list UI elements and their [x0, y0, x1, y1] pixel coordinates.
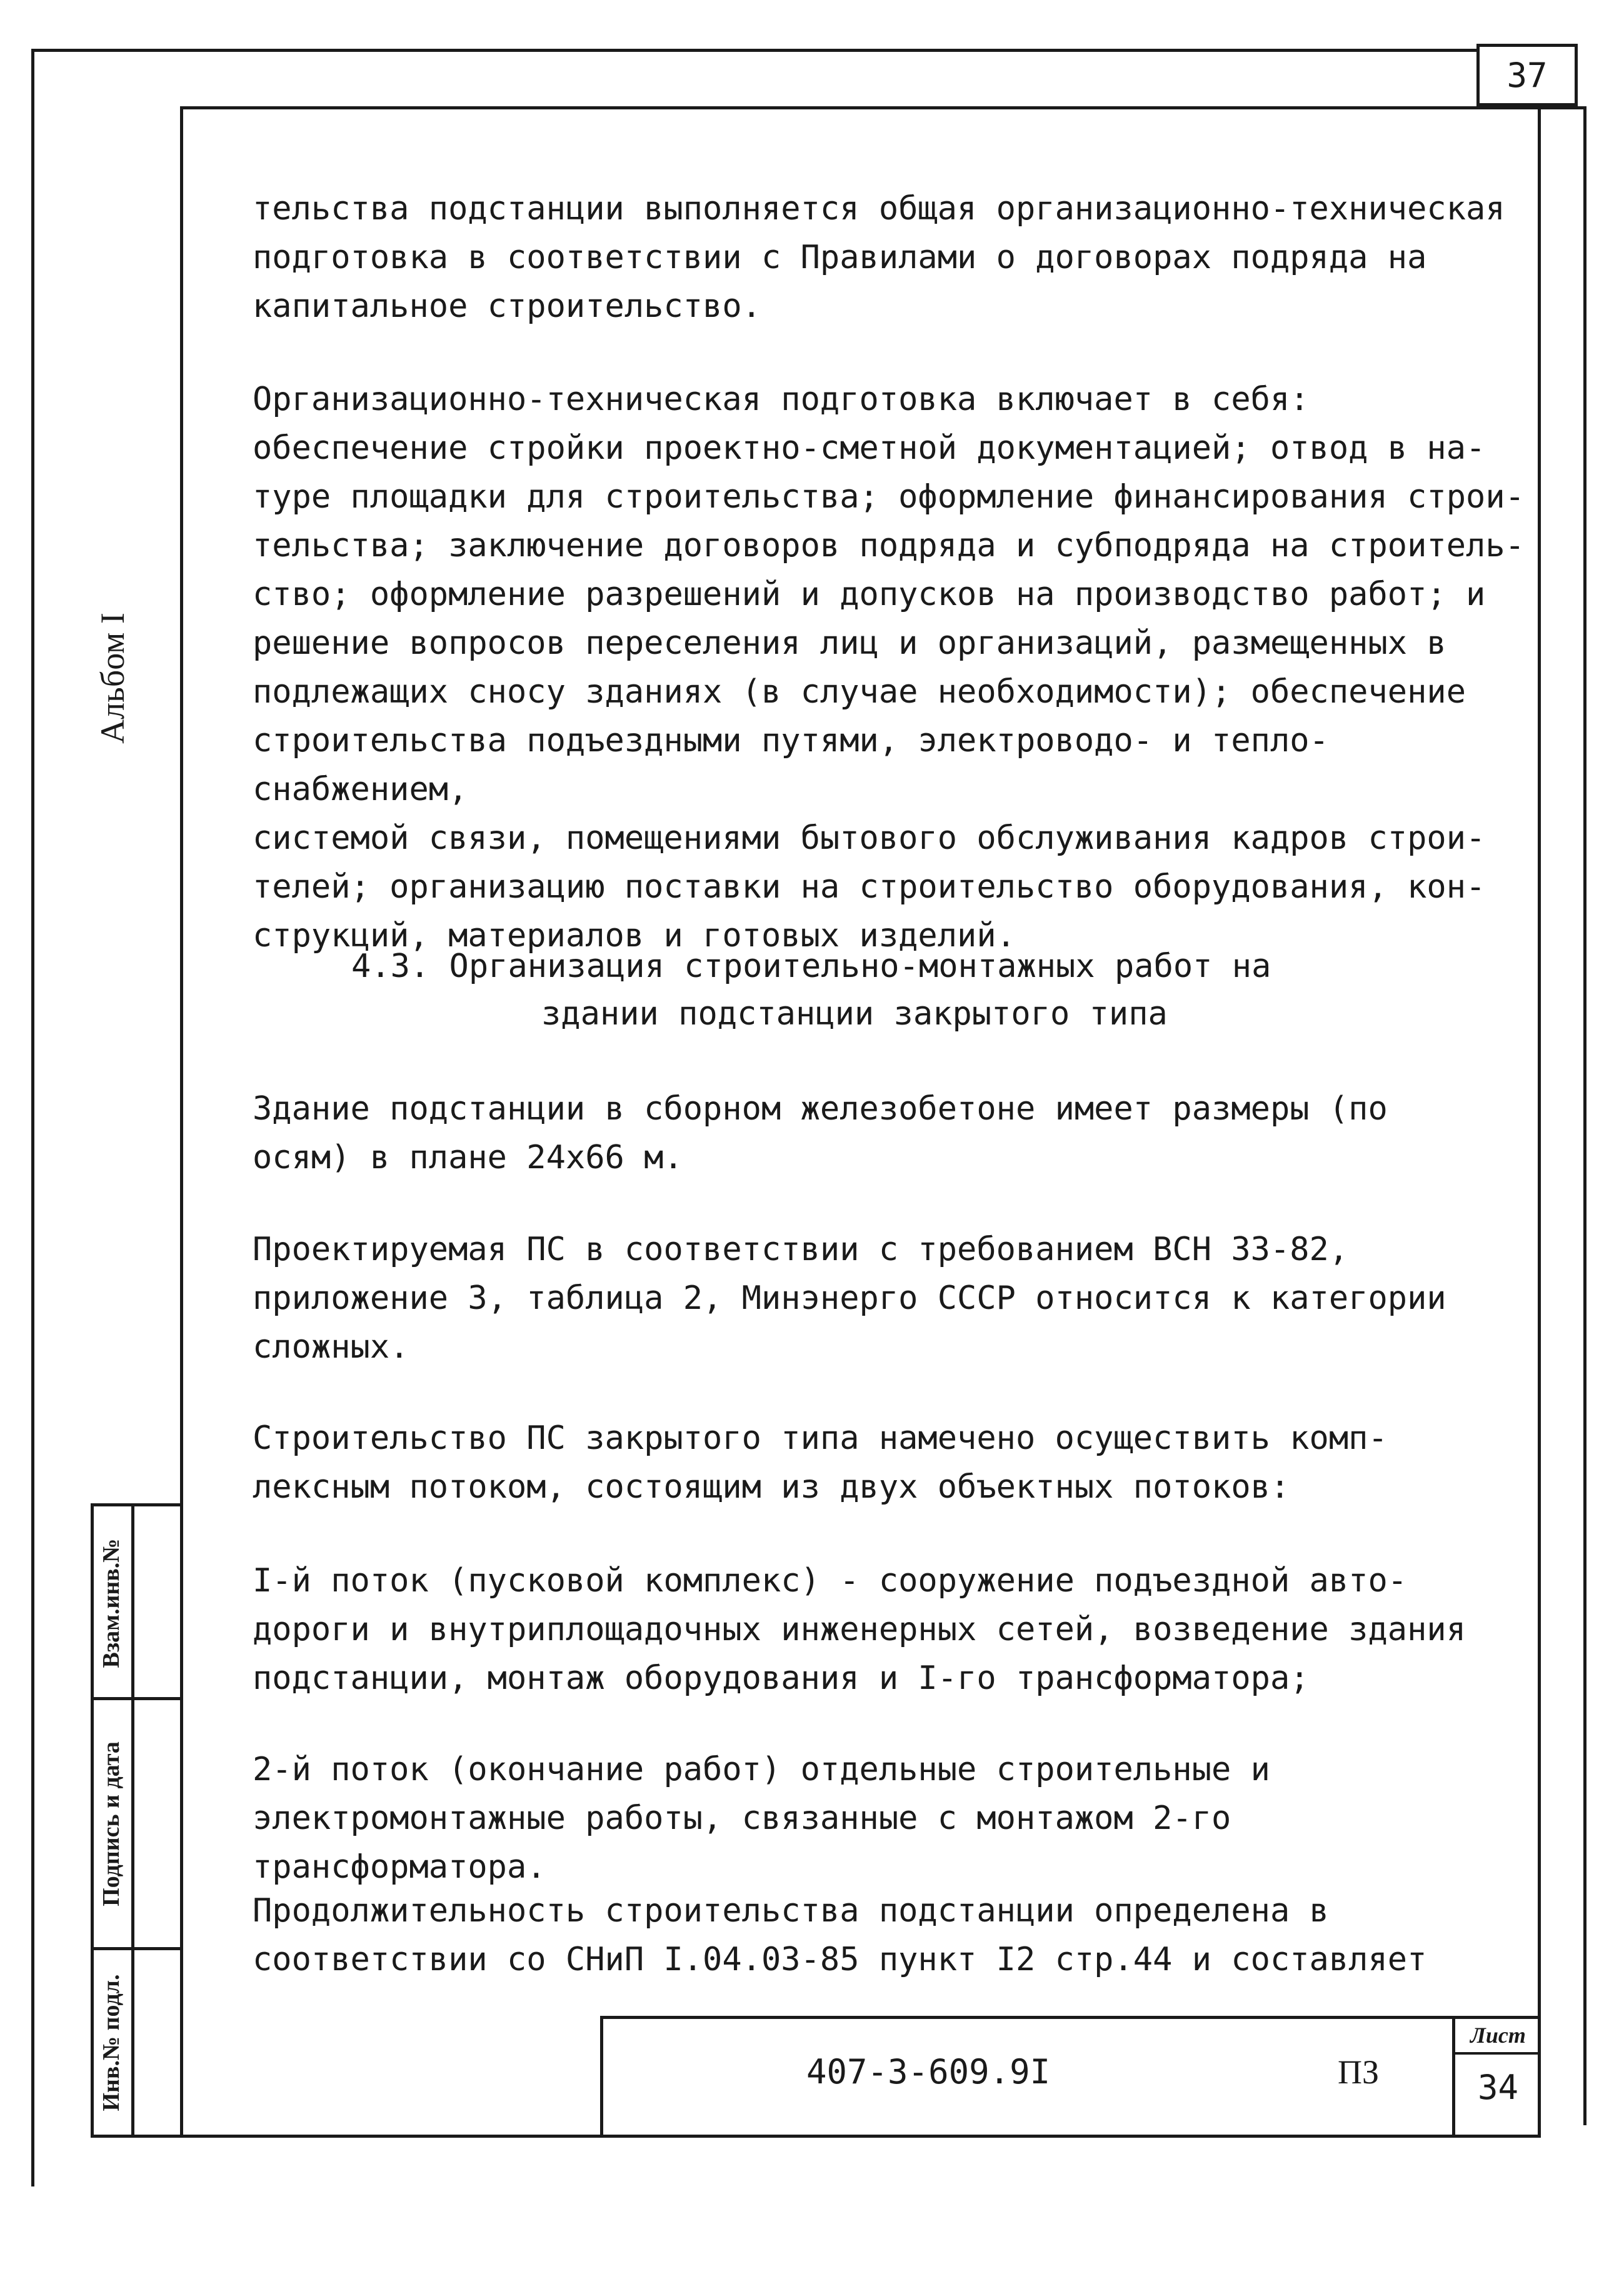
stamp-col-mid — [131, 1503, 134, 2138]
paragraph-4: Проектируемая ПС в соответствии с требованием ВСН 33-82, приложение 3, таблица 2, Минэнерго СССР относится к категории сложных. — [253, 1231, 1446, 1366]
outer-frame-top — [31, 49, 1476, 52]
section-heading-line-2: здании подстанции закрытого типа — [541, 995, 1168, 1033]
stamp-top — [91, 1503, 183, 1506]
page-number-box — [1476, 44, 1578, 106]
replace-inv-label: Взам.инв.№ — [98, 1538, 124, 1668]
inner-frame-top — [180, 106, 1586, 109]
sheet-label: Лист — [1470, 2023, 1526, 2048]
section-heading-line-1: 4.3. Организация строительно-монтажных работ на — [351, 948, 1271, 985]
paragraph-6: I-й поток (пусковой комплекс) - сооружение подъездной авто- дороги и внутриплощадочных инженерных сетей, возведение здания подстанции, монтаж оборудования и I-го трансформатора; — [253, 1562, 1466, 1697]
sheet-number: 34 — [1477, 2068, 1519, 2107]
document-type: ПЗ — [1338, 2053, 1380, 2091]
outer-frame-left — [31, 49, 34, 2186]
paragraph-2: Организационно-техническая подготовка включает в себя: обеспечение стройки проектно-сметной документацией; отвод в на- туре площадки для строительства; оформление финансирования строи- тельства; заключение договоров подряда и субподряда на строитель- ство; оформление разрешений и допусков на производство работ; и решение вопросов переселения лиц и организаций, размещенных в подлежащих сносу зданиях (в случае необходимости); обеспечение строительства подъездными путями, электроводо- и тепло-снабжением, системой связи, помещениями бытового обслуживания кадров строи- телей; организацию поставки на строительство оборудования, кон- струкций, материалов и готовых изделий. — [253, 381, 1525, 954]
stamp-div-2 — [91, 1947, 183, 1950]
paragraph-8: Продолжительность строительства подстанции определена в соответствии со СНиП I.04.03-85 пункт I2 стр.44 и составляет — [253, 1892, 1427, 1978]
title-block-top — [600, 2016, 1541, 2019]
paragraph-7: 2-й поток (окончание работ) отдельные строительные и электромонтажные работы, связанные с монтажом 2-го трансформатора. — [253, 1751, 1270, 1886]
inner-frame-right — [1538, 106, 1541, 2138]
document-code: 407-3-609.9I — [806, 2052, 1051, 2091]
stamp-div-1 — [91, 1697, 183, 1700]
title-block-sheet-div — [1452, 2052, 1541, 2055]
paragraph-3: Здание подстанции в сборном железобетоне имеет размеры (по осям) в плане 24х66 м. — [253, 1090, 1388, 1176]
album-label: Альбом I — [94, 613, 131, 744]
inner-frame-bottom — [91, 2135, 1541, 2138]
paragraph-1: тельства подстанции выполняется общая организационно-техническая подготовка в соответствии с Правилами о договорах подряда на капитальное строительство. — [253, 190, 1505, 325]
inner-frame-left — [180, 106, 183, 2138]
title-block-left — [600, 2016, 603, 2138]
paragraph-5: Строительство ПС закрытого типа намечено осуществить комп- лексным потоком, состоящим из двух объектных потоков: — [253, 1420, 1388, 1506]
outer-frame-right — [1583, 106, 1586, 2125]
sign-date-label: Подпись и дата — [98, 1741, 124, 1906]
inv-orig-label: Инв.№ подл. — [98, 1974, 124, 2111]
page-number: 37 — [1506, 55, 1548, 95]
